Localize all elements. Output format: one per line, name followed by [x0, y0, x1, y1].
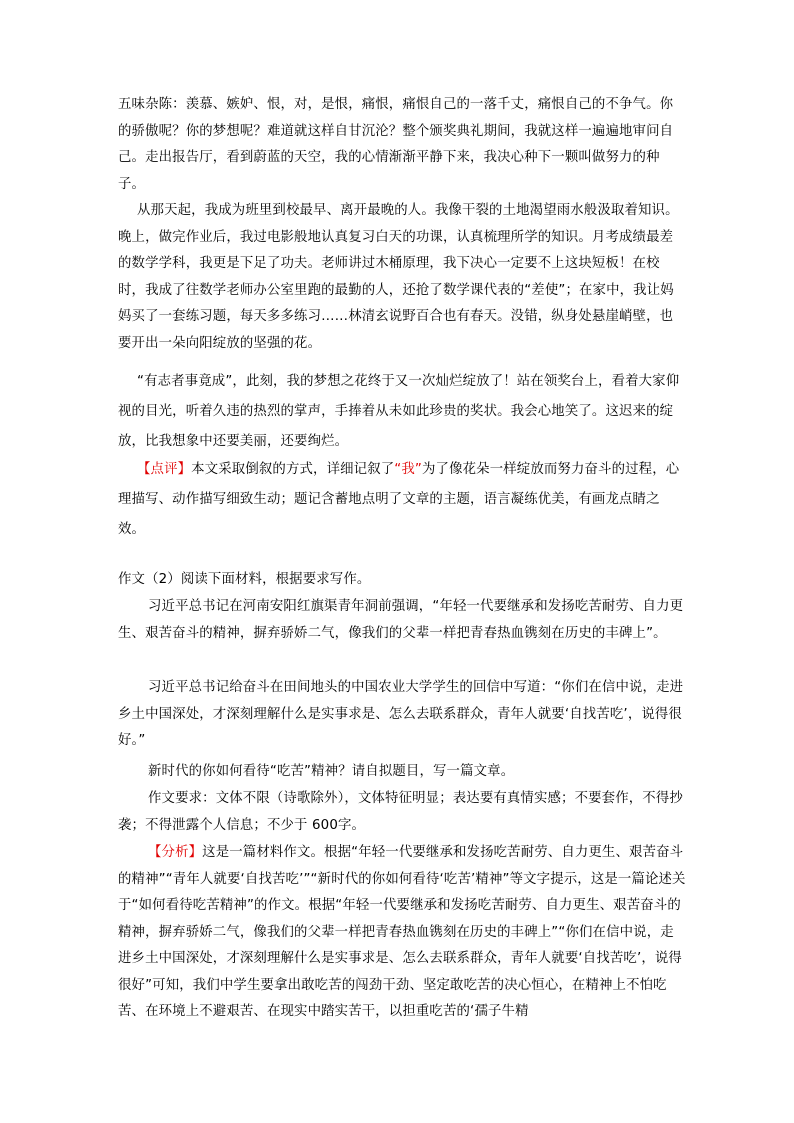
material-paragraph-2: 习近平总书记给奋斗在田间地头的中国农业大学学生的回信中写道：“你们在信中说，走进乡土中国深处，才深刻理解什么是实事求是、怎么去联系群众，青年人就要‘自找苦吃’，说得很好。”: [118, 680, 684, 748]
material-paragraph-1: 习近平总书记在河南安阳红旗渠青年洞前强调，“年轻一代要继承和发扬吃苦耐劳、自力更生、艰苦奋斗的精神，摒弃骄娇二气，像我们的父辈一样把青春热血镌刻在历史的丰碑上”。: [118, 599, 684, 641]
question-paragraph: 新时代的你如何看待“吃苦”精神？请自拟题目，写一篇文章。: [148, 764, 515, 779]
analysis-label: 【分析】: [148, 845, 203, 860]
prompt-heading: 作文（2）阅读下面材料，根据要求写作。: [118, 572, 371, 587]
comment-paragraph: [118, 455, 686, 545]
essay-paragraph-1: 五味杂陈：羡慕、嫉妒、恨，对，是恨，痛恨，痛恨自己的一落千丈，痛恨自己的不争气。你的骄傲呢？你的梦想呢？难道就这样自甘沉沦？整个颁奖典礼期间，我就这样一遍遍地审问自己。走出报告厅，看到蔚蓝的天空，我的心情渐渐平静下来，我决心种下一颗叫做努力的种子。: [118, 97, 674, 192]
comment-text: 本文采取倒叙的方式，详细记叙了: [191, 462, 395, 477]
essay-paragraph-3: “有志者事竟成”，此刻，我的梦想之花终于又一次灿烂绽放了！站在领奖台上，看着大家仰视的目光，听着久违的热烈的掌声，手捧着从未如此珍贵的奖状。我会心地笑了。这迟来的绽放，比我想象中还要美丽，还要绚烂。: [118, 374, 680, 449]
analysis-text: 这是一篇材料作文。根据“年轻一代要继承和发扬吃苦耐劳、自力更生、艰苦奋斗的精神”“青年人就要‘自找苦吃’”“新时代的你如何看待‘吃苦’精神”等文字提示，这是一篇论述关于“如何看待吃苦精神”的作文。根据“年轻一代要继承和发扬吃苦耐劳、自力更生、艰苦奋斗的精神，摒弃骄娇二气，像我们的父辈一样把青春热血镌刻在历史的丰碑上”“你们在信中说，走进乡土中国深处，才深刻理解什么是实事求是、怎么去联系群众，青年人就要‘自找苦吃’，说得很好”可知，我们中学生要拿出敢吃苦的闯劲干劲、坚定敢吃苦的决心恒心，在精神上不怕吃苦、在环境上不避艰苦、在现实中踏实苦干，以担重吃苦的‘孺子牛精: [118, 845, 686, 1019]
comment-text-after: 为了像花朵一样绽放而努力奋斗的过程，心理描写、动作描写细致生动；题记含蓄地点明了文章的主题，语言凝练优美，有画龙点睛之效。: [118, 462, 680, 537]
essay-paragraph-2: 从那天起，我成为班里到校最早、离开最晚的人。我像干裂的土地渴望雨水般汲取着知识。晚上，做完作业后，我过电影般地认真复习白天的功课，认真梳理所学的知识。月考成绩最差的数学学科，我更是下足了功夫。老师讲过木桶原理，我下决心一定要不上这块短板！在校时，我成了往数学老师办公室里跑的最勤的人，还抢了数学课代表的“差使”；在家中，我让妈妈买了一套练习题，每天多多练习……林清玄说野百合也有春天。没错，纵身处悬崖峭壁，也要开出一朵向阳绽放的坚强的花。: [118, 203, 679, 351]
comment-quote: “我”: [394, 462, 422, 477]
requirements-paragraph: 作文要求：文体不限（诗歌除外），文体特征明显；表达要有真情实感；不要套作，不得抄袭；不得泄露个人信息；不少于 600字。: [118, 791, 683, 833]
comment-label: 【点评】: [137, 462, 192, 477]
analysis-paragraph: [118, 840, 686, 1026]
